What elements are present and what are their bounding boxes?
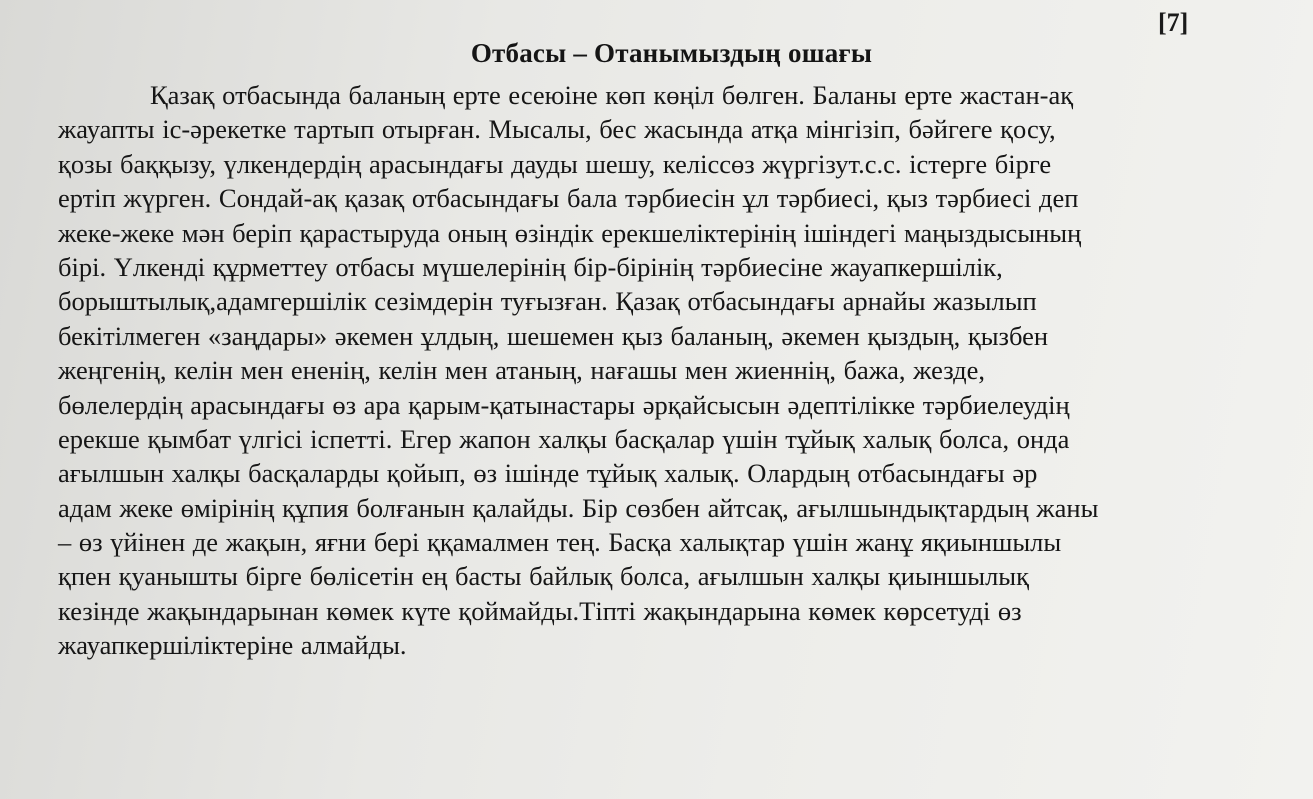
paragraph-line: бірі. Үлкенді құрметтеу отбасы мүшелерінің бір-бірінің тәрбиесіне жауапкершілік, bbox=[58, 251, 1003, 282]
paragraph-line: бөлелердің арасындағы өз ара қарым-қатынастары әрқайсысын әдептілікке тәрбиелеудің bbox=[58, 389, 1070, 420]
paragraph-line: кезінде жақындарынан көмек күте қоймайды.Тіпті жақындарына көмек көрсетуді өз bbox=[58, 595, 1022, 626]
body-paragraph bbox=[58, 78, 1308, 663]
paragraph-line: бекітілмеген «заңдары» әкемен ұлдың, шешемен қыз баланың, әкемен қыздың, қызбен bbox=[58, 320, 1049, 351]
paragraph-line: жеке-жеке мән беріп қарастыруда оның өзіндік ерекшеліктерінің ішіндегі маңыздысының bbox=[58, 217, 1082, 248]
paragraph-line: – өз үйінен де жақын, яғни бері ққамалмен тең. Басқа халықтар үшін жанұ яқиыншылы bbox=[58, 527, 1062, 558]
paragraph-line: жеңгенің, келін мен ененің, келін мен атаның, нағашы мен жиеннің, бажа, жезде, bbox=[58, 355, 986, 386]
document-title: Отбасы – Отанымыздың ошағы bbox=[470, 38, 873, 68]
paragraph-line: ерекше қымбат үлгісі іспетті. Егер жапон халқы басқалар үшін тұйық халық болса, онда bbox=[58, 423, 1070, 454]
page-number: [7] bbox=[1158, 8, 1189, 37]
paragraph-line: адам жеке өмірінің құпия болғанын қалайды. Бір сөзбен айтсақ, ағылшындықтардың жаны bbox=[58, 492, 1099, 523]
paragraph-line: қозы баққызу, үлкендердің арасындағы дауды шешу, келіссөз жүргізут.с.с. істерге бірге bbox=[58, 148, 1052, 179]
paragraph-line: ағылшын халқы басқаларды қойып, өз ішінде тұйық халық. Олардың отбасындағы әр bbox=[58, 458, 1038, 489]
paragraph-line: ертіп жүрген. Сондай-ақ қазақ отбасындағы бала тәрбиесін ұл тәрбиесі, қыз тәрбиесі деп bbox=[58, 183, 1079, 214]
paragraph-line: Қазақ отбасында баланың ерте есеюіне көп көңіл бөлген. Баланы ерте жастан-ақ bbox=[150, 80, 1074, 110]
paragraph-line: борыштылық,адамгершілік сезімдерін туғызған. Қазақ отбасындағы арнайы жазылып bbox=[58, 286, 1037, 317]
paragraph-line: қпен қуанышты бірге бөлісетін ең басты байлық болса, ағылшын халқы қиыншылық bbox=[58, 561, 1029, 592]
paragraph-line: жауапты іс-әрекетке тартып отырған. Мысалы, бес жасында атқа мінгізіп, бәйгеге қосу, bbox=[58, 114, 1056, 145]
paragraph-line: жауапкершіліктеріне алмайды. bbox=[58, 630, 407, 661]
